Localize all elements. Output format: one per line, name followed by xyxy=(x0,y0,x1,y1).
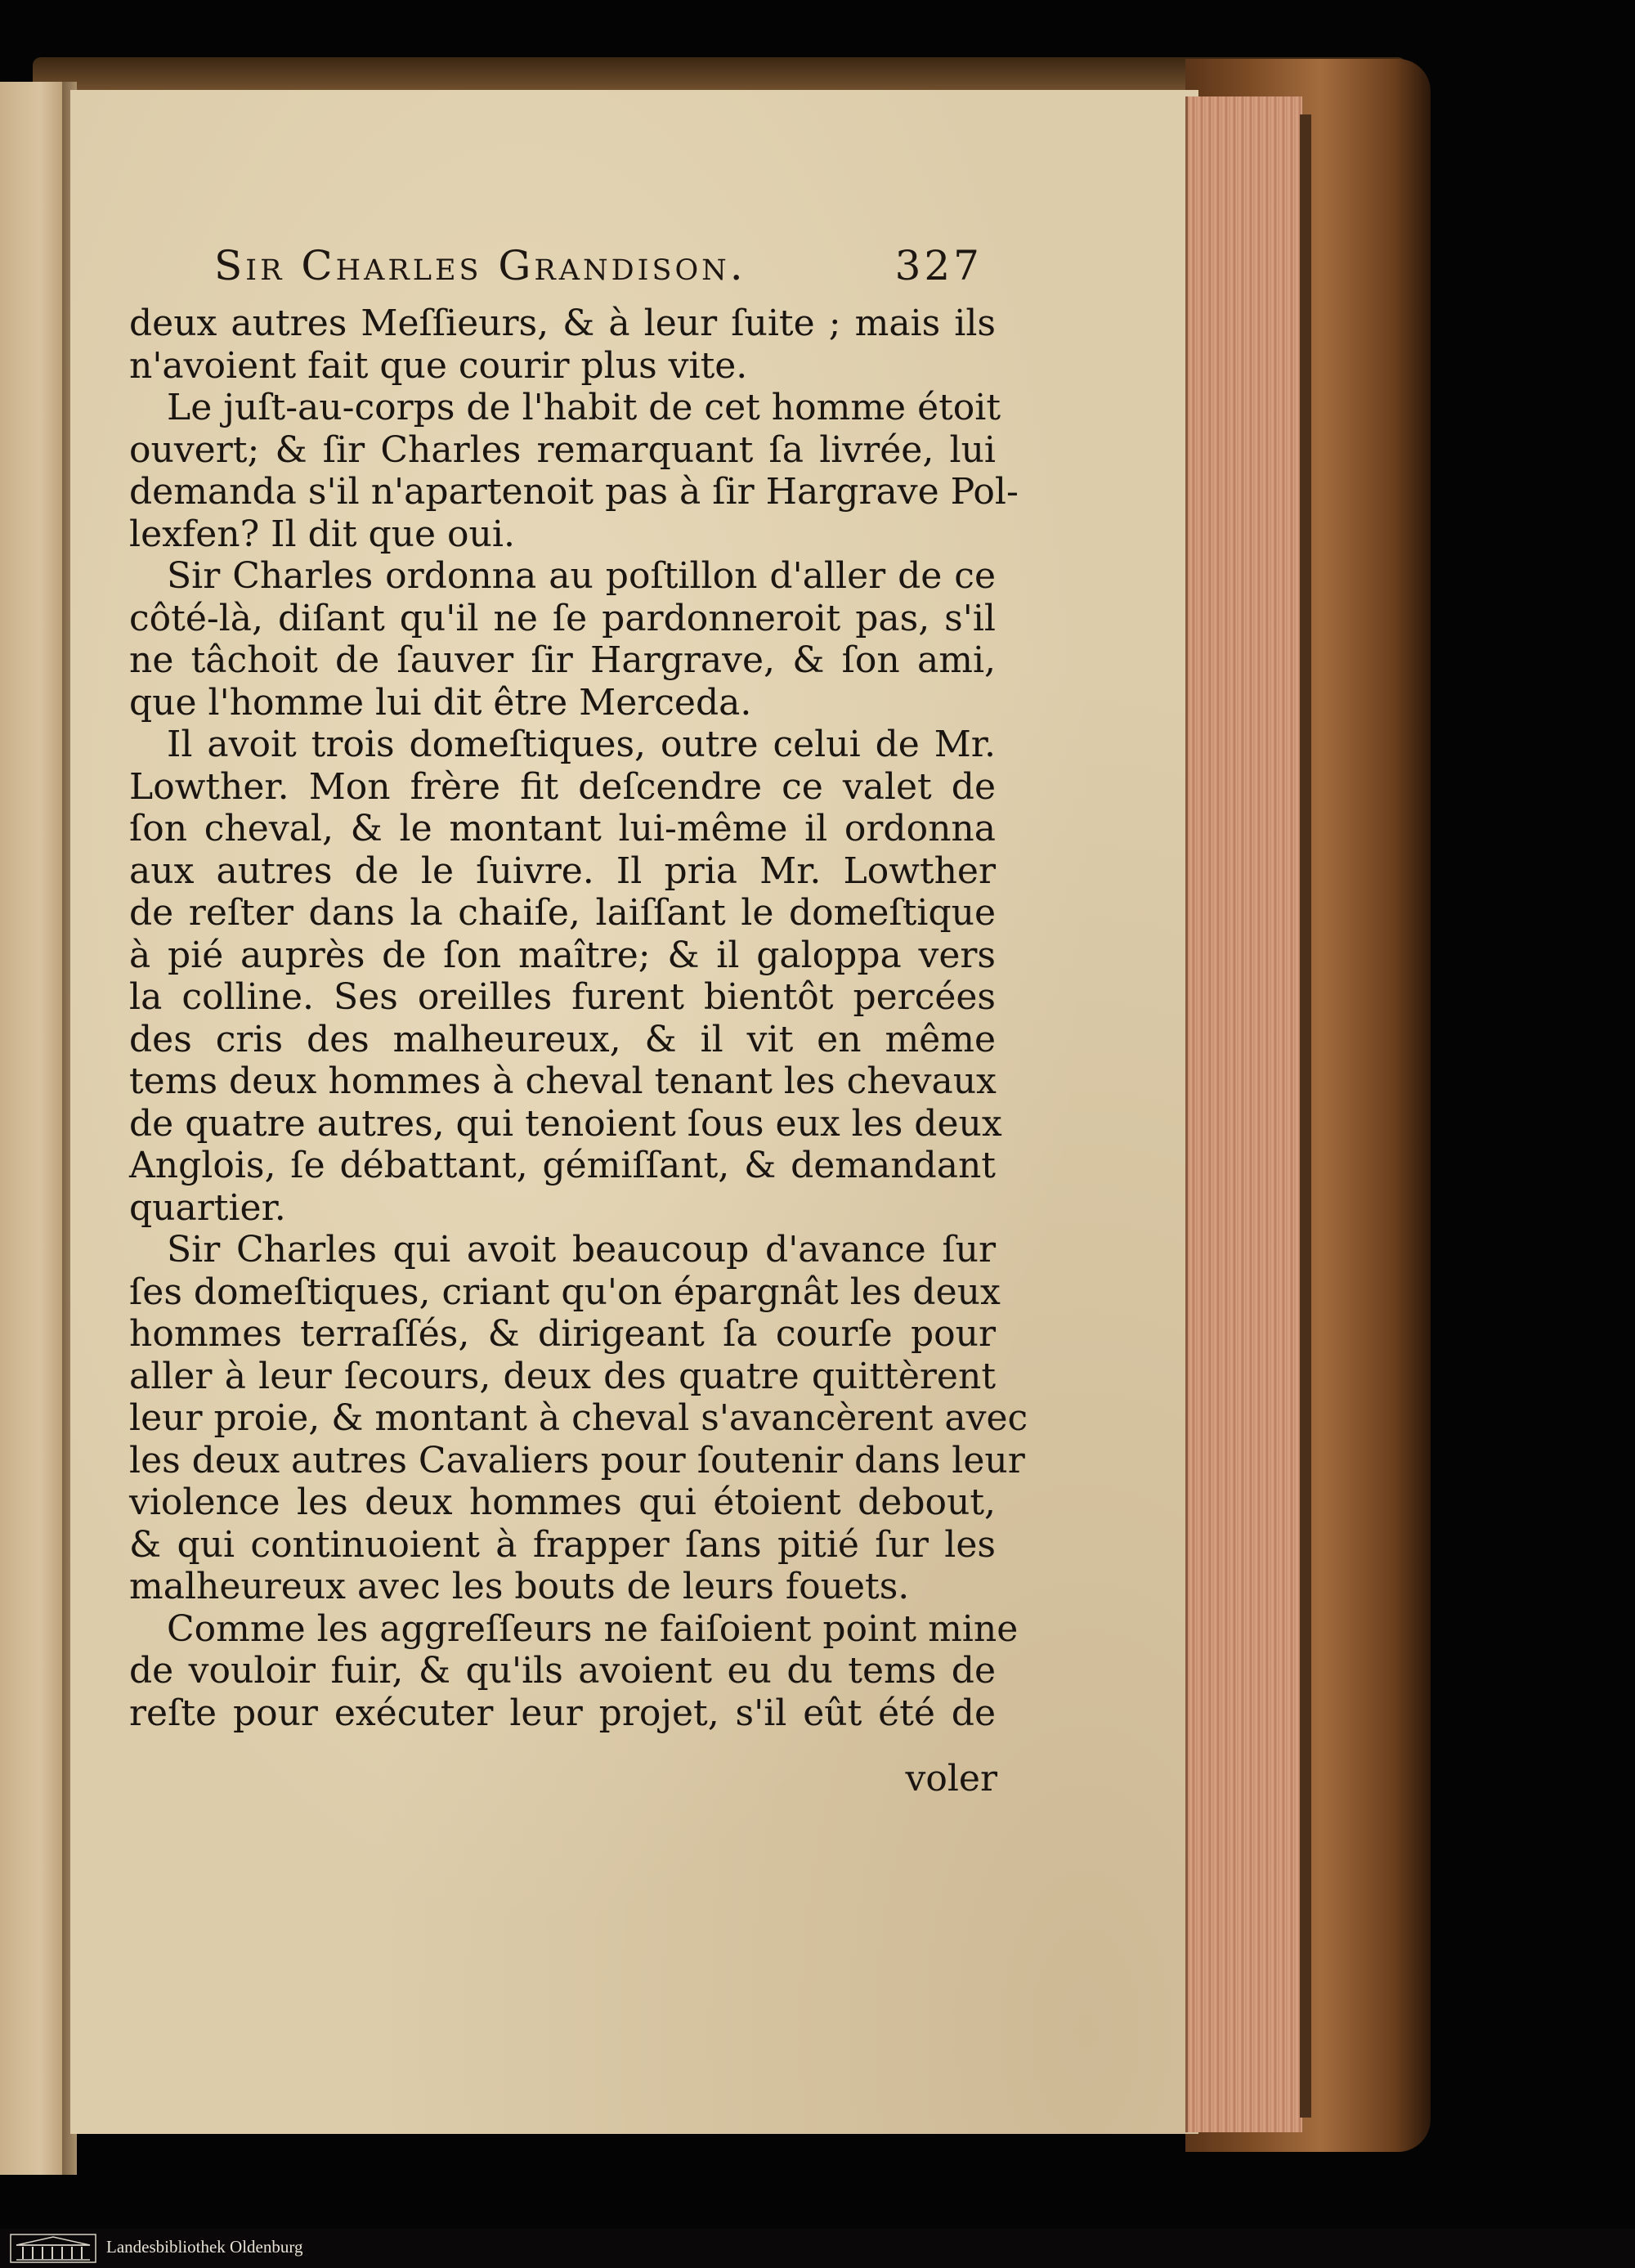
text-line: de vouloir fuir, & qu'ils avoient eu du tems de xyxy=(129,1650,996,1692)
text-line: côté-là, diſant qu'il ne ſe pardonneroit pas, s'il xyxy=(129,597,996,639)
text-line: la colline. Ses oreilles furent bientôt percées xyxy=(129,976,996,1018)
fore-edge-shadow xyxy=(1300,114,1311,2118)
footer-bar xyxy=(0,2229,1635,2268)
text-line: ouvert; & ſir Charles remarquant ſa livrée, lui xyxy=(129,428,996,471)
library-name: Landesbibliothek Oldenburg xyxy=(106,2237,303,2257)
text-line: tems deux hommes à cheval tenant les chevaux xyxy=(129,1060,997,1102)
text-line: à pié auprès de ſon maître; & il galoppa vers xyxy=(129,934,996,976)
text-line: Il avoit trois domeſtiques, outre celui de Mr. xyxy=(167,724,996,765)
text-line: hommes terraſſés, & dirigeant ſa courſe pour xyxy=(129,1313,996,1355)
running-title: Sir Charles Grandison. xyxy=(214,242,746,289)
body-text xyxy=(129,303,1028,1734)
text-line: des cris des malheureux, & il vit en même xyxy=(129,1018,996,1060)
text-line: lexfen? Il dit que oui. xyxy=(129,513,515,555)
text-line: leur proie, & montant à cheval s'avancèrent avec xyxy=(129,1397,1028,1439)
text-line: malheureux avec les bouts de leurs fouets. xyxy=(129,1566,910,1607)
text-line: reſte pour exécuter leur projet, s'il eût été de xyxy=(129,1692,996,1734)
text-line: Le juſt-au-corps de l'habit de cet homme étoit xyxy=(167,387,1001,428)
catchword: voler xyxy=(905,1758,997,1800)
page-fore-edge xyxy=(1185,96,1302,2132)
text-line: ne tâchoit de ſauver ſir Hargrave, & ſon ami, xyxy=(129,639,996,681)
text-line: Sir Charles ordonna au poſtillon d'aller de ce xyxy=(167,555,996,597)
text-line: ſes domeſtiques, criant qu'on épargnât les deux xyxy=(129,1271,1001,1313)
text-line: demanda s'il n'apartenoit pas à ſir Hargrave Pol- xyxy=(129,471,1019,513)
text-line: Lowther. Mon frère fit deſcendre ce valet de xyxy=(129,765,996,808)
text-line: aller à leur ſecours, deux des quatre quittèrent xyxy=(129,1355,996,1397)
text-line: les deux autres Cavaliers pour ſoutenir dans leur xyxy=(129,1439,1025,1481)
page-header xyxy=(214,242,983,299)
previous-page-edge xyxy=(0,82,67,2175)
text-line: de quatre autres, qui tenoient ſous eux les deux xyxy=(129,1102,1002,1145)
library-building-icon xyxy=(10,2234,96,2263)
text-line: Sir Charles qui avoit beaucoup d'avance ſur xyxy=(167,1229,996,1271)
text-line: ſon cheval, & le montant lui-même il ordonna xyxy=(129,808,996,849)
text-line: quartier. xyxy=(129,1186,286,1229)
text-line: n'avoient fait que courir plus vite. xyxy=(129,344,748,387)
text-line: Anglois, ſe débattant, gémiſſant, & demandant xyxy=(129,1145,996,1186)
text-line: deux autres Meſſieurs, & à leur ſuite ; mais ils xyxy=(129,303,996,344)
page-number: 327 xyxy=(894,242,983,289)
text-line: Comme les aggreſſeurs ne faiſoient point mine xyxy=(167,1607,1019,1650)
text-line: de reſter dans la chaiſe, laiſſant le domeſtique xyxy=(129,892,996,934)
text-line: & qui continuoient à frapper ſans pitié ſur les xyxy=(129,1523,996,1566)
text-line: que l'homme lui dit être Merceda. xyxy=(129,681,752,724)
text-line: aux autres de le ſuivre. Il pria Mr. Lowther xyxy=(129,849,996,892)
text-line: violence les deux hommes qui étoient debout, xyxy=(129,1481,996,1523)
